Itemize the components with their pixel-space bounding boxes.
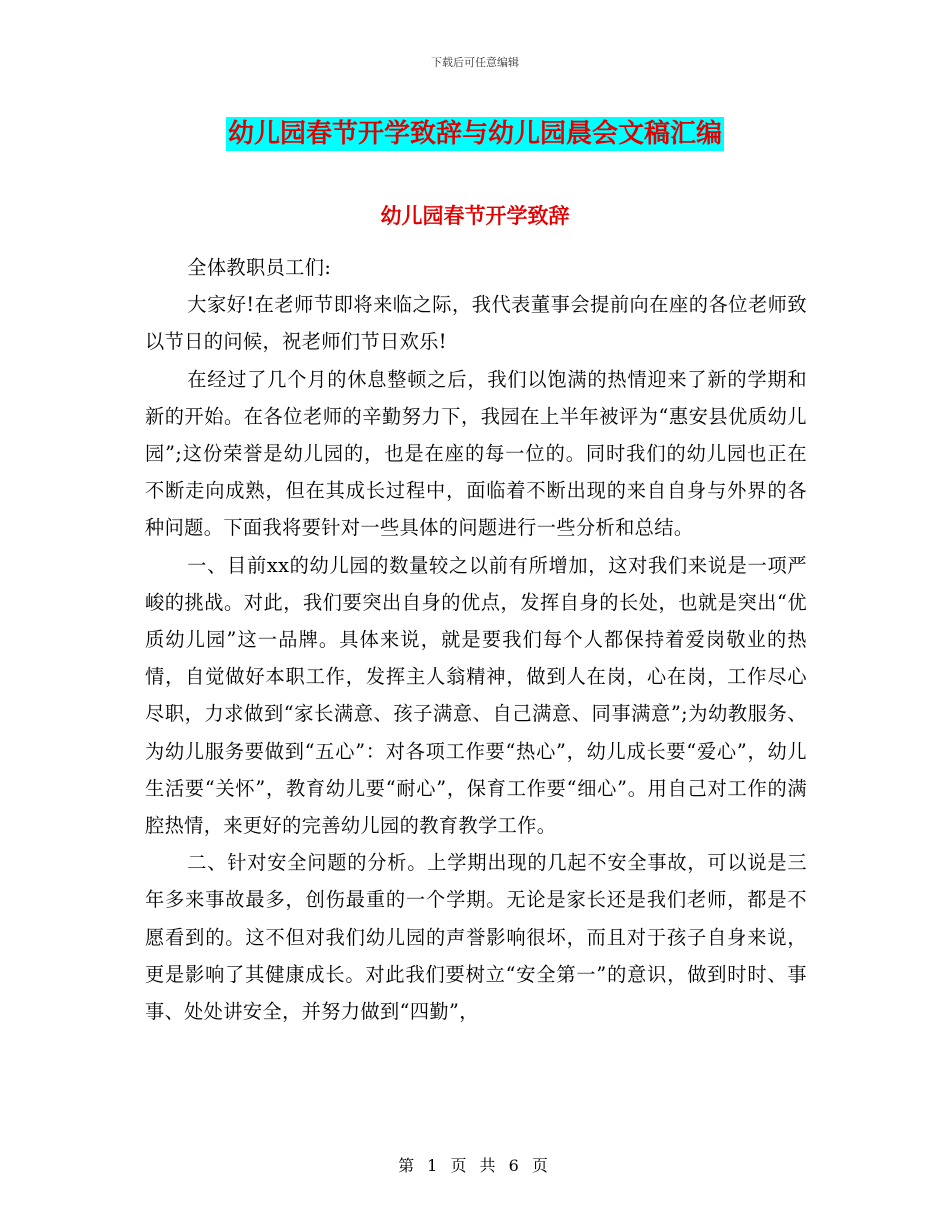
main-title bbox=[0, 113, 950, 150]
paragraph-point-two: 二、针对安全问题的分析。上学期出现的几起不安全事故，可以说是三年多来事故最多，创伤最重的一个学期。无论是家长还是我们老师，都是不愿看到的。这不但对我们幼儿园的声誉影响很坏，而且对于孩子自身来说，更是影响了其健康成长。对此我们要树立“安全第一”的意识，做到时时、事事、处处讲安全，并努力做到“四勤”， bbox=[145, 851, 807, 1024]
header-note: 下载后可任意编辑 bbox=[431, 56, 519, 69]
paragraph-greeting: 大家好!在老师节即将来临之际，我代表董事会提前向在座的各位老师致以节日的问候，祝老师们节日欢乐! bbox=[145, 293, 807, 354]
paragraph-point-one: 一、目前xx的幼儿园的数量较之以前有所增加，这对我们来说是一项严峻的挑战。对此，我们要突出自身的优点，发挥自身的长处，也就是突出“优质幼儿园”这一品牌。具体来说，就是要我们每个人都保持着爱岗敬业的热情，自觉做好本职工作，发挥主人翁精神，做到人在岗，心在岗，工作尽心尽职，力求做到“家长满意、孩子满意、自己满意、同事满意”;为幼教服务、为幼儿服务要做到“五心”：对各项工作要“热心”，幼儿成长要“爱心”，幼儿生活要“关怀”，教育幼儿要“耐心”，保育工作要“细心”。用自己对工作的满腔热情，来更好的完善幼儿园的教育教学工作。 bbox=[145, 553, 807, 838]
paragraph-intro: 在经过了几个月的休息整顿之后，我们以饱满的热情迎来了新的学期和新的开始。在各位老师的辛勤努力下，我园在上半年被评为“惠安县优质幼儿园”;这份荣誉是幼儿园的，也是在座的每一位的。同时我们的幼儿园也正在不断走向成熟，但在其成长过程中，面临着不断出现的来自自身与外界的各种问题。下面我将要针对一些具体的问题进行一些分析和总结。 bbox=[145, 367, 807, 540]
main-title-text: 幼儿园春节开学致辞与幼儿园晨会文稿汇编 bbox=[227, 119, 722, 149]
body-text bbox=[145, 249, 807, 1030]
paragraph-salutation: 全体教职员工们: bbox=[187, 256, 332, 279]
page-number: 第 1 页 共 6 页 bbox=[398, 1156, 552, 1175]
section-title: 幼儿园春节开学致辞 bbox=[380, 204, 570, 228]
